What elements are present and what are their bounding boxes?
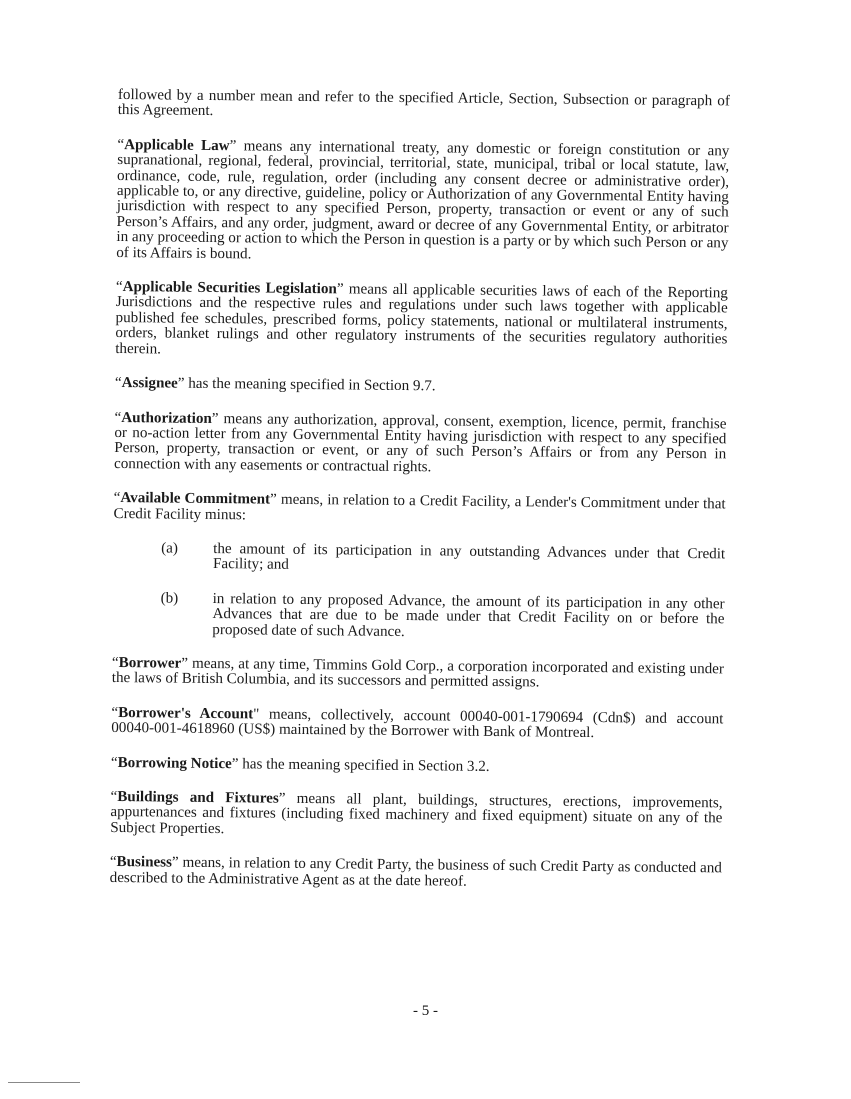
definition-text: means any international treaty, any domestic or foreign constitution or any supranational, regional, federal, provincial, territorial, state, municipal, tribal or local statute, law, ordinance, code, rule, regulation, order (including any consent decree or administrative order), applicable to, or any directive, guideline, policy or Authorization of any Governmental Entity having jurisdiction with respect to any specified Person, property, transaction or event or any of such Person’s Affairs, and any order, judgment, award or decree of any Governmental Entity, or arbitrator in any proceeding or action to which the Person in question is a party or by which such Person or any of its Affairs is bound. bbox=[116, 138, 730, 263]
definition-borrowing-notice: “Borrowing Notice” has the meaning specified in Section 3.2. bbox=[110, 754, 490, 775]
defined-term: Borrower bbox=[118, 655, 182, 672]
list-item bbox=[112, 591, 724, 644]
definition-authorization: “Authorization” means any authorization, approval, consent, exemption, licence, permit, franchise or no-action letter from any Governmental Entity having jurisdiction with respect to any specified Person, property, transaction or event, or any of such Person’s Affairs or from any Person in connection with any easements or contractual rights. bbox=[113, 409, 727, 476]
definition-applicable-securities-legislation: “Applicable Securities Legislation” means all applicable securities laws of each of the Reporting Jurisdictions and the respective rules and regulations under such laws together with applicable published fee schedules, prescribed forms, policy statements, national or multilateral instruments, orders, blanket rulings and other regulatory instruments of the securities regulatory authorities therein. bbox=[115, 279, 728, 358]
definition-text: means any authorization, approval, consent, exemption, licence, permit, franchise or no-action letter from any Governmental Entity having jurisdiction with respect to any specified Person, property, transaction or event, or any of such Person’s Affairs or from any Person in connection with any easements or contractual rights. bbox=[113, 410, 727, 476]
defined-term: Assignee bbox=[121, 375, 178, 392]
list-item bbox=[113, 541, 725, 578]
defined-term: Available Commitment bbox=[120, 490, 271, 508]
definition-text: means all applicable securities laws of each of the Reporting Jurisdictions and the respective rules and regulations under such laws together with applicable published fee schedules, prescribed forms, policy statements, national or multilateral instruments, orders, blanket rulings and other regulatory instruments of the securities regulatory authorities therein. bbox=[115, 281, 728, 358]
definition-borrowers-account: “Borrower's Account" means, collectively, account 00040-001-1790694 (Cdn$) and account 00040-001-4618960 (US$) maintained by the Borrower with Bank of Montreal. bbox=[111, 704, 724, 742]
definition-available-commitment: “Available Commitment” means, in relation to a Credit Facility, a Lender's Commitment under that Credit Facility minus: bbox=[113, 490, 726, 523]
item-text: in relation to any proposed Advance, the amount of its participation in any other Advances that are due to be made under that Credit Facility on or before the proposed date of such Advance. bbox=[212, 590, 725, 640]
definition-text: means, collectively, account 00040-001-1790694 (Cdn$) and account 00040-001-4618960 (US$) maintained by the Borrower with Bank of Montreal. bbox=[111, 706, 724, 742]
definition-text: has the meaning specified in Section 3.2. bbox=[242, 755, 490, 775]
defined-term: Borrowing Notice bbox=[117, 754, 232, 772]
defined-term: Applicable Law bbox=[124, 136, 230, 154]
definition-buildings-and-fixtures: “Buildings and Fixtures” means all plant, buildings, structures, erections, improvements, appurtenances and fixtures (including fixed machinery and fixed equipment) situate on any of the Subject Properties. bbox=[110, 788, 723, 837]
definition-text: means, in relation to a Credit Facility, a Lender's Commitment under that Credit Facility minus: bbox=[113, 491, 726, 523]
definition-text: has the meaning specified in Section 9.7. bbox=[188, 375, 436, 395]
defined-term: Applicable Securities Legislation bbox=[122, 279, 337, 298]
intro-paragraph: followed by a number mean and refer to the specified Article, Section, Subsection or paragraph of this Agreement. bbox=[117, 87, 730, 120]
definition-assignee: “Assignee” has the meaning specified in Section 9.7. bbox=[114, 375, 436, 395]
defined-term: Buildings and Fixtures bbox=[117, 789, 279, 807]
item-marker: (b) bbox=[160, 590, 179, 607]
page-number: - 5 - bbox=[413, 1003, 438, 1019]
item-text: the amount of its participation in any outstanding Advances under that Credit Facility; and bbox=[212, 540, 726, 574]
definition-applicable-law: “Applicable Law” means any international treaty, any domestic or foreign constitution or any supranational, regional, federal, provincial, territorial, state, municipal, tribal or local statute, law, ordinance, code, rule, regulation, order (including any consent decree or administrative order), applicable to, or any directive, guideline, policy or Authorization of any Governmental Entity having jurisdiction with respect to any specified Person, property, transaction or event or any of such Person’s Affairs, and any order, judgment, award or decree of any Governmental Entity, or arbitrator in any proceeding or action to which the Person in question is a party or by which such Person or any of its Affairs is bound. bbox=[116, 136, 730, 263]
definition-text: means all plant, buildings, structures, erections, improvements, appurtenances and fixtures (including fixed machinery and fixed equipment) situate on any of the Subject Properties. bbox=[110, 790, 723, 837]
defined-term: Authorization bbox=[121, 409, 212, 427]
definition-business: “Business” means, in relation to any Credit Party, the business of such Credit Party as conducted and described to the Administrative Agent as at the date hereof. bbox=[109, 854, 722, 890]
defined-term: Business bbox=[116, 854, 173, 871]
definition-borrower: “Borrower” means, at any time, Timmins Gold Corp., a corporation incorporated and existing under the laws of British Columbia, and its successors and permitted assigns. bbox=[111, 654, 725, 691]
page-content bbox=[109, 88, 730, 911]
scan-artifact-line bbox=[8, 1082, 80, 1083]
defined-term: Borrower's Account bbox=[118, 704, 254, 723]
definition-text: means, in relation to any Credit Party, the business of such Credit Party as conducted and described to the Administrative Agent as at the date hereof. bbox=[109, 854, 722, 890]
definition-text: means, at any time, Timmins Gold Corp., a corporation incorporated and existing under the laws of British Columbia, and its successors and permitted assigns. bbox=[111, 655, 725, 691]
item-marker: (a) bbox=[161, 540, 179, 557]
